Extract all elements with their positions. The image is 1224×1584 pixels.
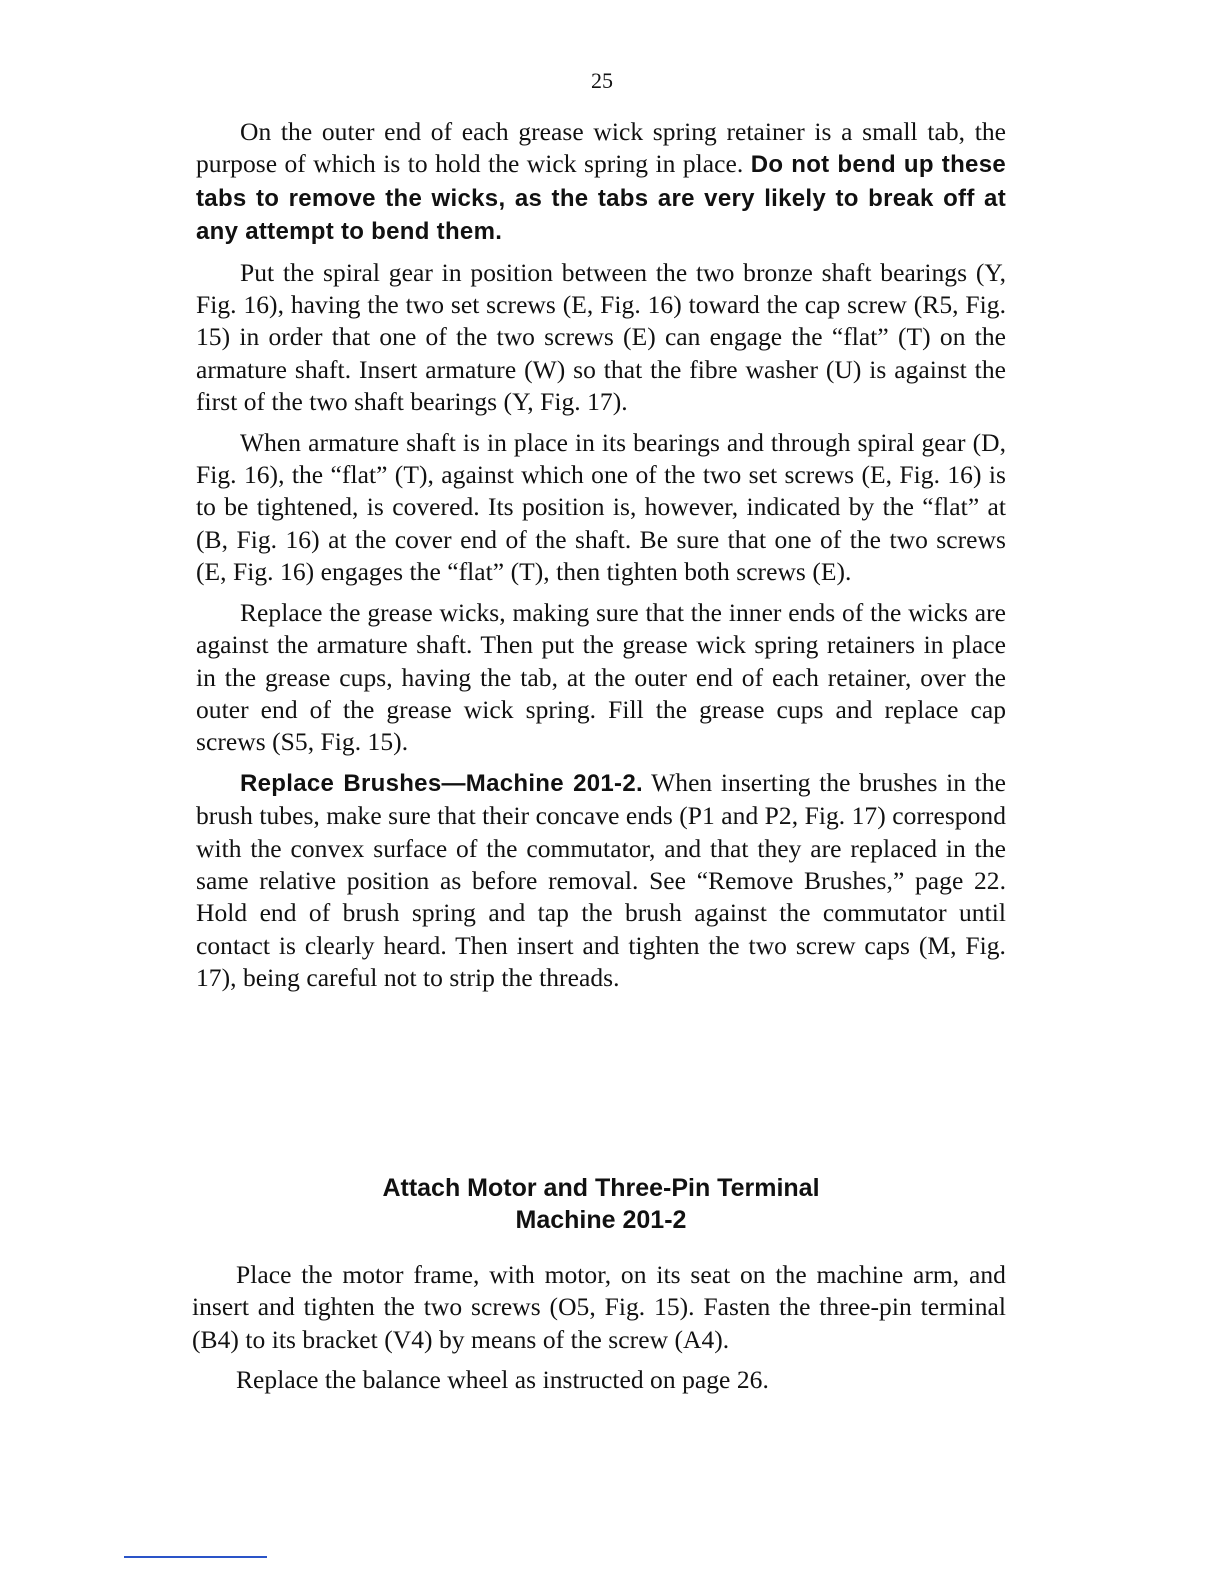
paragraph-spiral-gear: Put the spiral gear in position between the two bronze shaft bearings (Y, Fig. 16), having the two set screws (E, Fig. 16) toward the cap screw (R5, Fig. 15) in order that one of the two screws (E) can engage the “flat” (T) on the armature shaft. Insert armature (W) so that the fibre washer (U) is against the first of the two shaft bearings (Y, Fig. 17). <box>196 257 1006 417</box>
paragraph-armature-shaft: When armature shaft is in place in its bearings and through spiral gear (D, Fig. 16), the “flat” (T), against which one of the two set screws (E, Fig. 16) is to be tightened, is covered. Its position is, however, indicated by the “flat” at (B, Fig. 16) at the cover end of the shaft. Be sure that one of the two screws (E, Fig. 16) engages the “flat” (T), then tighten both screws (E). <box>196 427 1006 587</box>
paragraph-grease-wicks: Replace the grease wicks, making sure that the inner ends of the wicks are against the armature shaft. Then put the grease wick spring retainers in place in the grease cups, having the tab, at the outer end of each retainer, over the outer end of the grease wick spring. Fill the grease cups and replace cap screws (S5, Fig. 15). <box>196 597 1006 757</box>
section-heading <box>196 1172 1006 1236</box>
paragraph-balance-wheel: Replace the balance wheel as instructed on page 26. <box>236 1365 769 1395</box>
paragraph-text: When inserting the brushes in the brush tubes, make sure that their concave ends (P1 and P2, Fig. 17) correspond with the convex surface of the commutator, and that they are replaced in the same relative position as before removal. See “Remove Brushes,” page 22. Hold end of brush spring and tap the brush against the commutator until contact is clearly heard. Then insert and tighten the two screw caps (M, Fig. 17), being careful not to strip the threads. <box>196 767 1006 993</box>
paragraph-replace-brushes <box>196 767 1006 995</box>
section-heading-line1: Attach Motor and Three-Pin Terminal <box>382 1174 820 1202</box>
paragraph-wick-retainer <box>196 116 1006 249</box>
section-heading-line2: Machine 201-2 <box>515 1206 687 1234</box>
run-in-heading: Replace Brushes—Machine 201-2. <box>240 769 643 797</box>
footer-rule <box>124 1556 267 1558</box>
paragraph-text: On the outer end of each grease wick spring retainer is a small tab, the purpose of which is to hold the wick spring in place. <box>196 117 1006 179</box>
paragraph-attach-motor: Place the motor frame, with motor, on its seat on the machine arm, and insert and tighten the two screws (O5, Fig. 15). Fasten the three-pin terminal (B4) to its bracket (V4) by means of the screw (A4). <box>192 1260 1006 1354</box>
section-text <box>192 1259 1006 1405</box>
main-text <box>196 116 1006 1003</box>
page-number: 25 <box>591 68 613 93</box>
warning-text: Do not bend up these tabs to remove the wicks, as the tabs are very likely to break off at any attempt to bend them. <box>196 151 1006 246</box>
